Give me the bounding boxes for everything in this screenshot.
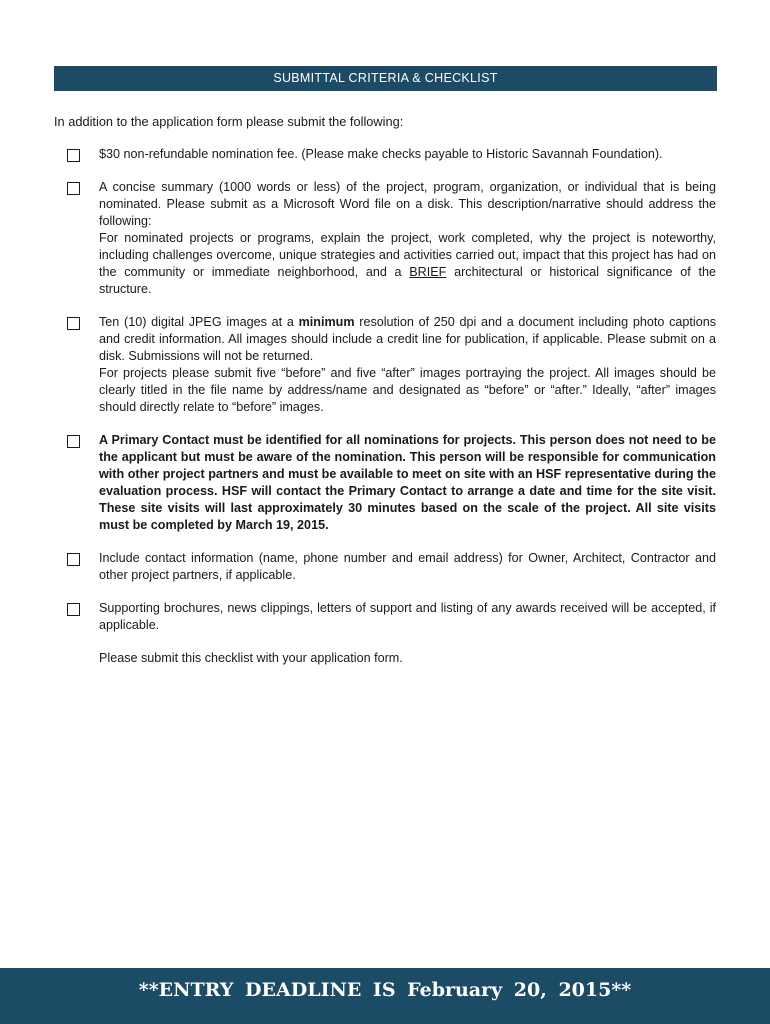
intro-text: In addition to the application form please submit the following: [54, 114, 404, 129]
item-text-primary-contact [99, 432, 716, 534]
fee-text: $30 non-refundable nomination fee. (Please make checks payable to Historic Savannah Foundation). [99, 147, 663, 161]
item-text-images [99, 314, 716, 416]
checklist-item-supporting [0, 600, 770, 634]
summary-para-2 [99, 230, 716, 298]
summary-brief-underline: BRIEF [409, 265, 447, 279]
item-text-contact-info [99, 550, 716, 584]
checklist-item-contact-info [0, 550, 770, 584]
summary-para-2-start: For nominated projects or programs, explain the project, work completed, why the project is noteworthy, including challenges overcome, unique strategies and activities carried out, impact that this project has had on the community or immediate neighborhood, and a [99, 231, 716, 279]
item-text-summary [99, 179, 716, 298]
item-text-fee [99, 146, 716, 163]
checkbox-contact-info[interactable] [67, 553, 80, 566]
images-para-1-start: Ten (10) digital JPEG images at a [99, 315, 299, 329]
deadline-banner: **ENTRY DEADLINE IS February 20, 2015** [0, 968, 770, 1024]
summary-para-1: A concise summary (1000 words or less) of the project, program, organization, or individual that is being nominated. Please submit as a Microsoft Word file on a disk. This description/narrative should address the following: [99, 180, 716, 228]
checklist-item-summary [0, 179, 770, 298]
closing-text: Please submit this checklist with your application form. [99, 651, 403, 665]
supporting-text: Supporting brochures, news clippings, letters of support and listing of any awards received will be accepted, if applicable. [99, 601, 716, 632]
checklist-item-images [0, 314, 770, 416]
images-para-1-end: resolution of 250 dpi and a document including photo captions and credit information. All images should include a credit line for publication, if applicable. Please submit on a disk. Submissions will not be returned. [99, 315, 716, 363]
checkbox-fee[interactable] [67, 149, 80, 162]
item-text-supporting [99, 600, 716, 634]
checkbox-supporting[interactable] [67, 603, 80, 616]
checklist [0, 146, 770, 667]
checkbox-images[interactable] [67, 317, 80, 330]
images-para-1 [99, 314, 716, 365]
images-minimum-bold: minimum [298, 315, 355, 329]
checkbox-summary[interactable] [67, 182, 80, 195]
summary-para-2-end: architectural or historical significance of the structure. [99, 265, 716, 296]
contact-info-text: Include contact information (name, phone number and email address) for Owner, Architect, Contractor and other project partners, if applicable. [99, 551, 716, 582]
checkbox-primary-contact[interactable] [67, 435, 80, 448]
primary-contact-text: A Primary Contact must be identified for all nominations for projects. This person does not need to be the applicant but must be aware of the nomination. This person will be responsible for communication with other project partners and must be available to meet on site with an HSF representative during the evaluation process. HSF will contact the Primary Contact to arrange a date and time for the site visit. These site visits will last approximately 30 minutes based on the scale of the project. All site visits must be completed by March 19, 2015. [99, 433, 716, 532]
checklist-item-fee [0, 146, 770, 163]
images-para-2: For projects please submit five “before” and five “after” images portraying the project. All images should be clearly titled in the file name by address/name and designated as “before” or “after.” Ideally, “after” images should directly relate to “before” images. [99, 366, 716, 414]
checklist-item-primary-contact [0, 432, 770, 534]
section-header: SUBMITTAL CRITERIA & CHECKLIST [54, 66, 717, 91]
